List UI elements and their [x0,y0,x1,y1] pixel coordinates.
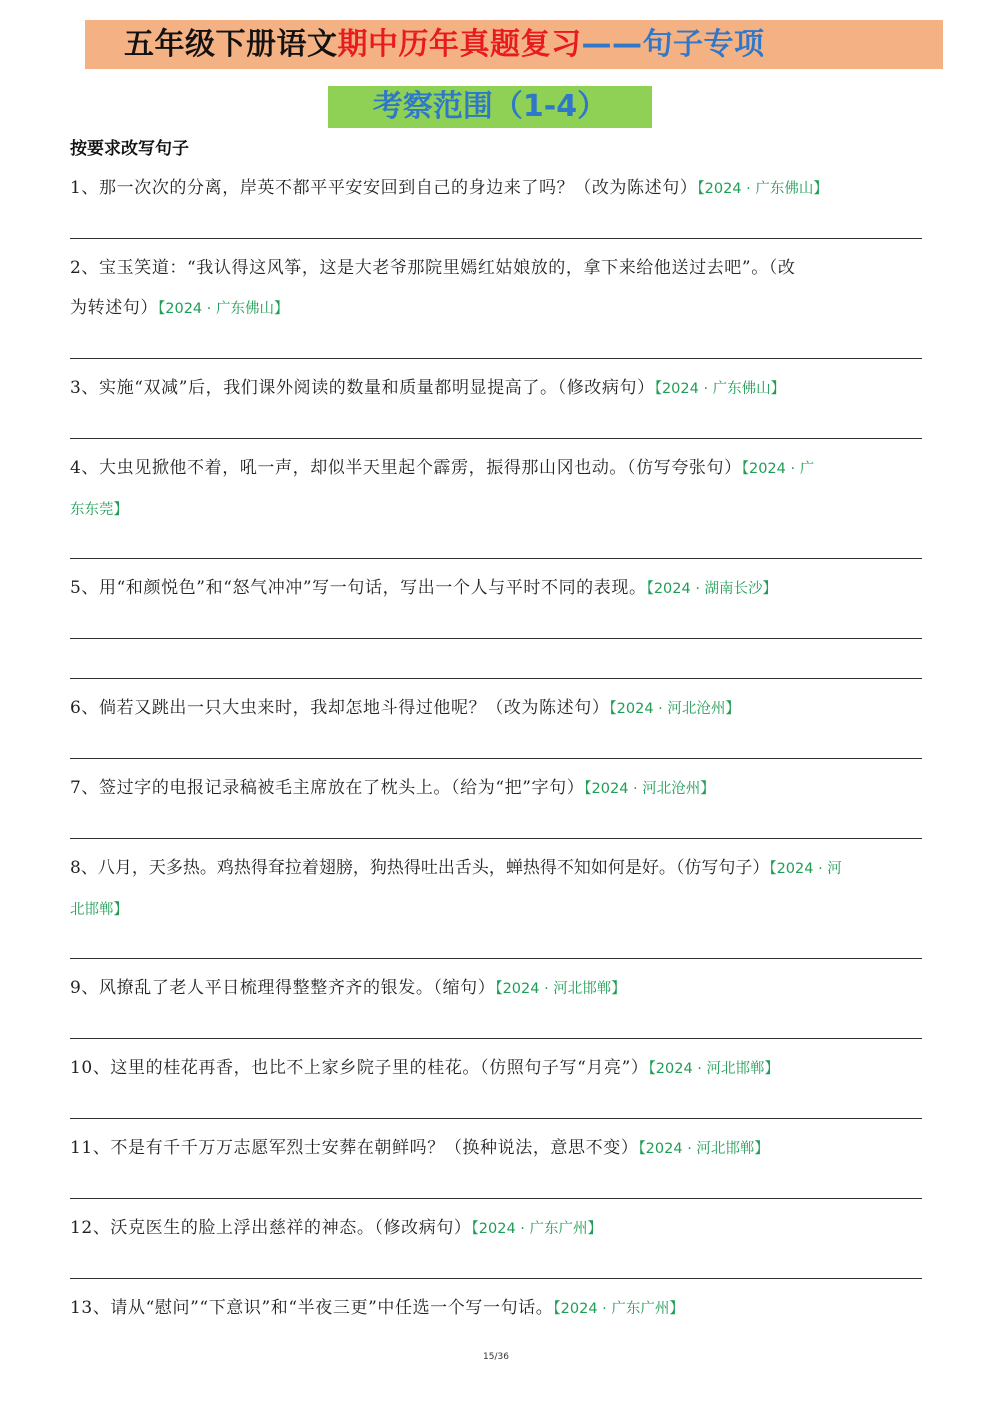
question-text: 9、风撩乱了老人平日梳理得整整齐齐的银发。（缩句） [70,978,496,998]
question-13 [70,1288,922,1329]
answer-line [70,958,922,959]
question-1 [70,168,922,209]
answer-line [70,238,922,239]
question-text: 1、那一次次的分离，岸英不都平平安安回到自己的身边来了吗？（改为陈述句） [70,178,698,198]
question-9 [70,968,922,1009]
answer-line [70,1198,922,1199]
question-3 [70,368,922,409]
source-tag: 【2024 · 河北邯郸】 [648,1061,779,1077]
answer-line [70,558,922,559]
question-2-continued [70,288,922,329]
page-title [124,22,765,68]
question-text: 7、签过字的电报记录稿被毛主席放在了枕头上。（给为“把”字句） [70,778,585,798]
question-text: 2、宝玉笑道：“我认得这风筝，这是大老爷那院里嫣红姑娘放的，拿下来给他送过去吧”。（改 [70,258,796,278]
source-tag: 【2024 · 河北沧州】 [584,781,715,797]
source-tag: 【2024 · 河 [769,861,842,877]
question-text: 6、倘若又跳出一只大虫来时，我却怎地斗得过他呢？（改为陈述句） [70,698,610,718]
question-4 [70,448,922,489]
answer-line [70,438,922,439]
source-tag: 北邯郸】 [70,902,128,918]
answer-line [70,758,922,759]
scope-badge: 考察范围（1-4） [328,86,652,128]
answer-line [70,678,922,679]
section-heading: 按要求改写句子 [70,139,189,159]
answer-line [70,838,922,839]
answer-line [70,1118,922,1119]
question-10 [70,1048,922,1089]
source-tag: 【2024 · 广东佛山】 [158,301,289,317]
question-text: 为转述句） [70,298,158,318]
source-tag: 【2024 · 广东广州】 [553,1301,684,1317]
question-6 [70,688,922,729]
title-topic: 期中历年真题复习 [337,27,582,62]
source-tag: 【2024 · 广东佛山】 [654,381,786,397]
question-text: 5、用“和颜悦色”和“怒气冲冲”写一句话，写出一个人与平时不同的表现。 [70,578,647,598]
page-number: 15/36 [483,1352,509,1362]
title-grade: 五年级下册语文 [124,27,338,62]
question-11 [70,1128,922,1169]
question-text: 11、不是有千千万万志愿军烈士安葬在朝鲜吗？（换种说法，意思不变） [70,1138,639,1158]
question-5 [70,568,922,609]
question-text: 12、沃克医生的脸上浮出慈祥的神态。（修改病句） [70,1218,472,1238]
source-tag: 【2024 · 河北邯郸】 [495,981,626,997]
source-tag: 【2024 · 广东佛山】 [697,181,828,197]
question-2 [70,248,922,288]
source-tag: 东东莞】 [70,502,128,518]
question-8 [70,848,922,889]
question-text: 8、八月，天多热。鸡热得耷拉着翅膀，狗热得吐出舌头，蝉热得不知如何是好。（仿写句子） [70,858,770,878]
source-tag: 【2024 · 广东广州】 [471,1221,603,1237]
source-tag: 【2024 · 广 [741,461,815,477]
answer-line [70,638,922,639]
question-12 [70,1208,922,1249]
source-tag: 【2024 · 湖南长沙】 [646,581,778,597]
source-tag: 【2024 · 河北沧州】 [609,701,740,717]
question-text: 13、请从“慰问”“下意识”和“半夜三更”中任选一个写一句话。 [70,1298,554,1318]
question-text: 3、实施“双减”后，我们课外阅读的数量和质量都明显提高了。（修改病句） [70,378,655,398]
title-subject: ——句子专项 [581,27,765,62]
question-text: 4、大虫见掀他不着，吼一声，却似半天里起个霹雳，振得那山冈也动。（仿写夸张句） [70,458,742,478]
question-8-continued [70,889,922,930]
answer-line [70,358,922,359]
question-4-continued [70,489,922,530]
question-7 [70,768,922,809]
source-tag: 【2024 · 河北邯郸】 [638,1141,769,1157]
answer-line [70,1038,922,1039]
answer-line [70,1278,922,1279]
question-text: 10、这里的桂花再香，也比不上家乡院子里的桂花。（仿照句子写“月亮”） [70,1058,649,1078]
